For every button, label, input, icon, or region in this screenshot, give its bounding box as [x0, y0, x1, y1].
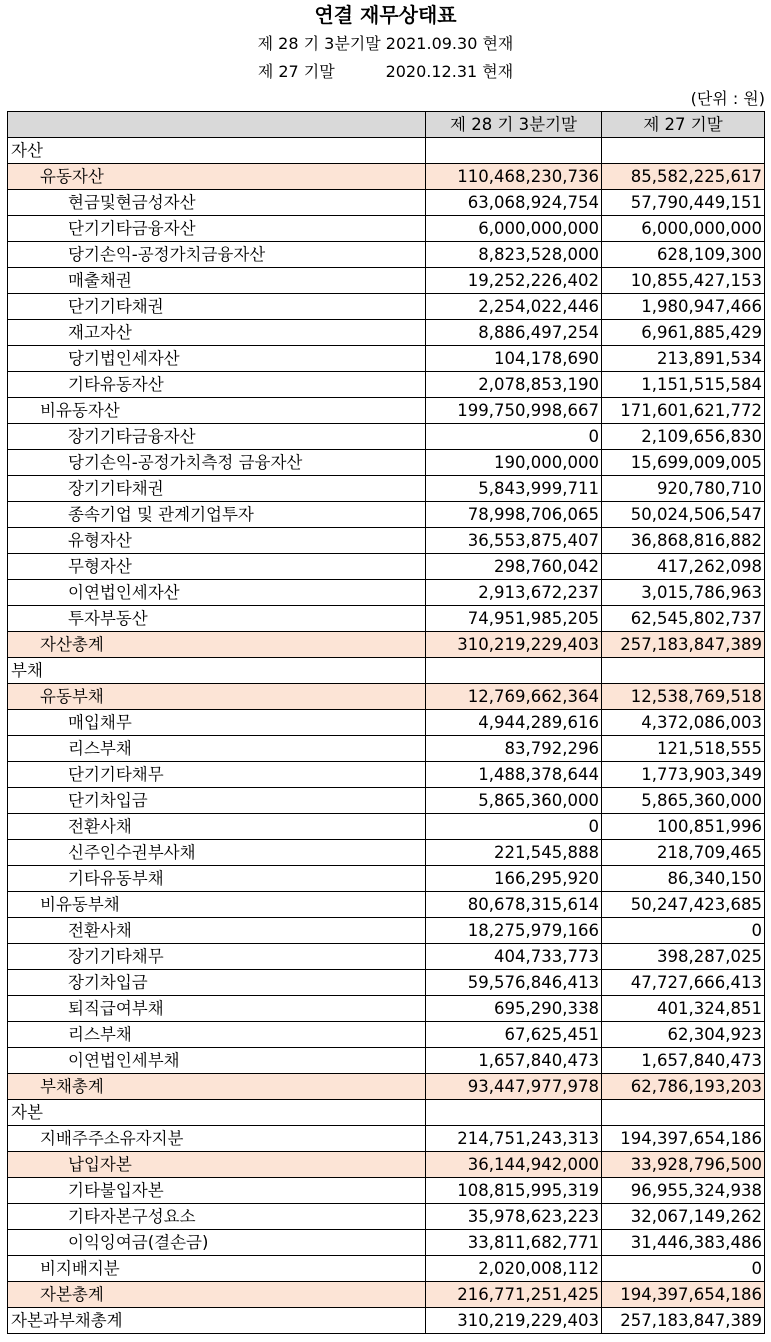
table-row [8, 866, 765, 892]
table-row [8, 1048, 765, 1074]
prior-period-value: 12,538,769,518 [602, 684, 765, 710]
prior-period-value: 257,183,847,389 [602, 632, 765, 658]
prior-period-value: 2,109,656,830 [602, 424, 765, 450]
table-row [8, 970, 765, 996]
account-label: 이연법인세자산 [8, 580, 426, 606]
current-period-value: 63,068,924,754 [426, 190, 602, 216]
prior-period-value: 50,247,423,685 [602, 892, 765, 918]
prior-period-value: 194,397,654,186 [602, 1126, 765, 1152]
current-period-value: 310,219,229,403 [426, 632, 602, 658]
prior-period-value: 57,790,449,151 [602, 190, 765, 216]
prior-period-value: 628,109,300 [602, 242, 765, 268]
table-row [8, 1178, 765, 1204]
account-label: 부채총계 [8, 1074, 426, 1100]
prior-period-value: 5,865,360,000 [602, 788, 765, 814]
prior-period-value: 213,891,534 [602, 346, 765, 372]
table-row [8, 268, 765, 294]
prior-period-value: 0 [602, 1256, 765, 1282]
current-period-value: 0 [426, 814, 602, 840]
current-period-value [426, 658, 602, 684]
current-period-value: 104,178,690 [426, 346, 602, 372]
account-label: 전환사채 [8, 918, 426, 944]
account-label: 리스부채 [8, 736, 426, 762]
account-label: 단기기타채권 [8, 294, 426, 320]
table-row [8, 294, 765, 320]
account-label: 장기차입금 [8, 970, 426, 996]
prior-period-value: 62,786,193,203 [602, 1074, 765, 1100]
table-row [8, 1308, 765, 1334]
table-row [8, 242, 765, 268]
account-label: 기타유동부채 [8, 866, 426, 892]
table-row [8, 1230, 765, 1256]
prior-period-value: 401,324,851 [602, 996, 765, 1022]
table-row [8, 736, 765, 762]
account-label: 유형자산 [8, 528, 426, 554]
prior-period-value: 85,582,225,617 [602, 164, 765, 190]
table-row [8, 398, 765, 424]
table-row [8, 164, 765, 190]
current-period-value: 8,823,528,000 [426, 242, 602, 268]
current-period-value: 93,447,977,978 [426, 1074, 602, 1100]
prior-period-value: 6,000,000,000 [602, 216, 765, 242]
current-period-value: 8,886,497,254 [426, 320, 602, 346]
table-row [8, 580, 765, 606]
table-row [8, 320, 765, 346]
current-period-value: 5,865,360,000 [426, 788, 602, 814]
prior-period-value: 62,545,802,737 [602, 606, 765, 632]
header-account [8, 112, 426, 138]
account-label: 현금및현금성자산 [8, 190, 426, 216]
balance-sheet-table [7, 111, 765, 1334]
current-period-value: 1,657,840,473 [426, 1048, 602, 1074]
current-period-value: 110,468,230,736 [426, 164, 602, 190]
account-label: 지배주주소유자지분 [8, 1126, 426, 1152]
account-label: 비유동자산 [8, 398, 426, 424]
current-period-value: 59,576,846,413 [426, 970, 602, 996]
prior-period-value: 50,024,506,547 [602, 502, 765, 528]
current-period-value: 298,760,042 [426, 554, 602, 580]
prior-period-value: 218,709,465 [602, 840, 765, 866]
prior-period-value: 100,851,996 [602, 814, 765, 840]
account-label: 자본 [8, 1100, 426, 1126]
account-label: 전환사채 [8, 814, 426, 840]
account-label: 기타유동자산 [8, 372, 426, 398]
prior-period-value: 1,773,903,349 [602, 762, 765, 788]
account-label: 자산 [8, 138, 426, 164]
table-row [8, 554, 765, 580]
table-row [8, 502, 765, 528]
table-row [8, 528, 765, 554]
current-period-value [426, 1100, 602, 1126]
prior-period-value: 417,262,098 [602, 554, 765, 580]
table-row [8, 1152, 765, 1178]
current-period-value: 199,750,998,667 [426, 398, 602, 424]
prior-period-value: 1,980,947,466 [602, 294, 765, 320]
current-period-value: 74,951,985,205 [426, 606, 602, 632]
table-row [8, 632, 765, 658]
prior-period-value: 4,372,086,003 [602, 710, 765, 736]
current-period-value: 404,733,773 [426, 944, 602, 970]
current-period-value: 67,625,451 [426, 1022, 602, 1048]
table-row [8, 762, 765, 788]
table-row [8, 710, 765, 736]
current-period-value: 6,000,000,000 [426, 216, 602, 242]
account-label: 자산총계 [8, 632, 426, 658]
account-label: 투자부동산 [8, 606, 426, 632]
account-label: 당기손익-공정가치금융자산 [8, 242, 426, 268]
current-period-value: 35,978,623,223 [426, 1204, 602, 1230]
table-row [8, 1126, 765, 1152]
prior-period-value: 6,961,885,429 [602, 320, 765, 346]
prior-period-value: 0 [602, 918, 765, 944]
table-row [8, 606, 765, 632]
table-row [8, 840, 765, 866]
current-period-value: 695,290,338 [426, 996, 602, 1022]
current-period-value: 83,792,296 [426, 736, 602, 762]
prior-period-value: 15,699,009,005 [602, 450, 765, 476]
prior-period-value: 398,287,025 [602, 944, 765, 970]
prior-period-value: 171,601,621,772 [602, 398, 765, 424]
table-row [8, 1282, 765, 1308]
table-row [8, 814, 765, 840]
current-period-value: 36,144,942,000 [426, 1152, 602, 1178]
current-period-value: 4,944,289,616 [426, 710, 602, 736]
account-label: 퇴직급여부채 [8, 996, 426, 1022]
table-row [8, 1022, 765, 1048]
account-label: 신주인수권부사채 [8, 840, 426, 866]
table-row [8, 996, 765, 1022]
prior-period-value: 920,780,710 [602, 476, 765, 502]
current-period-value: 0 [426, 424, 602, 450]
unit-label: (단위 : 원) [690, 89, 765, 108]
current-period-value: 12,769,662,364 [426, 684, 602, 710]
current-period-value: 2,913,672,237 [426, 580, 602, 606]
table-row [8, 372, 765, 398]
statement-title: 연결 재무상태표 [314, 3, 457, 27]
current-period-value: 19,252,226,402 [426, 268, 602, 294]
prior-period-value: 1,151,515,584 [602, 372, 765, 398]
account-label: 유동자산 [8, 164, 426, 190]
table-header-row [8, 112, 765, 138]
account-label: 재고자산 [8, 320, 426, 346]
account-label: 무형자산 [8, 554, 426, 580]
account-label: 단기기타금융자산 [8, 216, 426, 242]
table-row [8, 1100, 765, 1126]
current-period-value: 108,815,995,319 [426, 1178, 602, 1204]
current-period-value: 2,254,022,446 [426, 294, 602, 320]
account-label: 부채 [8, 658, 426, 684]
prior-period-value: 194,397,654,186 [602, 1282, 765, 1308]
current-period-value: 2,078,853,190 [426, 372, 602, 398]
prior-period-value: 47,727,666,413 [602, 970, 765, 996]
prior-period-value: 3,015,786,963 [602, 580, 765, 606]
current-period-value: 310,219,229,403 [426, 1308, 602, 1334]
account-label: 장기기타채무 [8, 944, 426, 970]
header-prior-period: 제 27 기말 [602, 112, 765, 138]
table-row [8, 788, 765, 814]
current-period-value: 214,751,243,313 [426, 1126, 602, 1152]
table-row [8, 658, 765, 684]
prior-period-value: 10,855,427,153 [602, 268, 765, 294]
current-period-value [426, 138, 602, 164]
table-row [8, 216, 765, 242]
prior-period-value: 36,868,816,882 [602, 528, 765, 554]
account-label: 당기법인세자산 [8, 346, 426, 372]
account-label: 단기기타채무 [8, 762, 426, 788]
table-row [8, 684, 765, 710]
table-row [8, 1204, 765, 1230]
table-row [8, 918, 765, 944]
table-row [8, 190, 765, 216]
account-label: 비유동부채 [8, 892, 426, 918]
prior-period-value: 31,446,383,486 [602, 1230, 765, 1256]
account-label: 기타불입자본 [8, 1178, 426, 1204]
current-period-value: 5,843,999,711 [426, 476, 602, 502]
account-label: 매출채권 [8, 268, 426, 294]
prior-period-value [602, 658, 765, 684]
account-label: 매입채무 [8, 710, 426, 736]
account-label: 장기기타채권 [8, 476, 426, 502]
prior-period-value [602, 138, 765, 164]
current-period-value: 33,811,682,771 [426, 1230, 602, 1256]
account-label: 리스부채 [8, 1022, 426, 1048]
table-row [8, 476, 765, 502]
account-label: 이익잉여금(결손금) [8, 1230, 426, 1256]
table-row [8, 346, 765, 372]
current-period-value: 190,000,000 [426, 450, 602, 476]
current-period-value: 216,771,251,425 [426, 1282, 602, 1308]
current-period-value: 1,488,378,644 [426, 762, 602, 788]
account-label: 자본총계 [8, 1282, 426, 1308]
account-label: 장기기타금융자산 [8, 424, 426, 450]
account-label: 자본과부채총계 [8, 1308, 426, 1334]
prior-period-value: 32,067,149,262 [602, 1204, 765, 1230]
current-period-value: 36,553,875,407 [426, 528, 602, 554]
prior-period-value: 96,955,324,938 [602, 1178, 765, 1204]
account-label: 이연법인세부채 [8, 1048, 426, 1074]
statement-header [0, 0, 771, 86]
table-row [8, 450, 765, 476]
account-label: 종속기업 및 관계기업투자 [8, 502, 426, 528]
current-period-value: 18,275,979,166 [426, 918, 602, 944]
prior-period-value: 121,518,555 [602, 736, 765, 762]
current-period-value: 2,020,008,112 [426, 1256, 602, 1282]
account-label: 유동부채 [8, 684, 426, 710]
period-prior: 제 27 기말 2020.12.31 현재 [257, 62, 514, 81]
prior-period-value: 1,657,840,473 [602, 1048, 765, 1074]
table-row [8, 892, 765, 918]
current-period-value: 80,678,315,614 [426, 892, 602, 918]
table-row [8, 1074, 765, 1100]
prior-period-value: 62,304,923 [602, 1022, 765, 1048]
current-period-value: 78,998,706,065 [426, 502, 602, 528]
account-label: 단기차입금 [8, 788, 426, 814]
table-row [8, 138, 765, 164]
header-current-period: 제 28 기 3분기말 [426, 112, 602, 138]
table-row [8, 944, 765, 970]
period-current: 제 28 기 3분기말 2021.09.30 현재 [257, 34, 514, 53]
account-label: 비지배지분 [8, 1256, 426, 1282]
table-row [8, 1256, 765, 1282]
current-period-value: 166,295,920 [426, 866, 602, 892]
account-label: 당기손익-공정가치측정 금융자산 [8, 450, 426, 476]
table-row [8, 424, 765, 450]
account-label: 기타자본구성요소 [8, 1204, 426, 1230]
prior-period-value [602, 1100, 765, 1126]
current-period-value: 221,545,888 [426, 840, 602, 866]
prior-period-value: 86,340,150 [602, 866, 765, 892]
prior-period-value: 257,183,847,389 [602, 1308, 765, 1334]
prior-period-value: 33,928,796,500 [602, 1152, 765, 1178]
account-label: 납입자본 [8, 1152, 426, 1178]
